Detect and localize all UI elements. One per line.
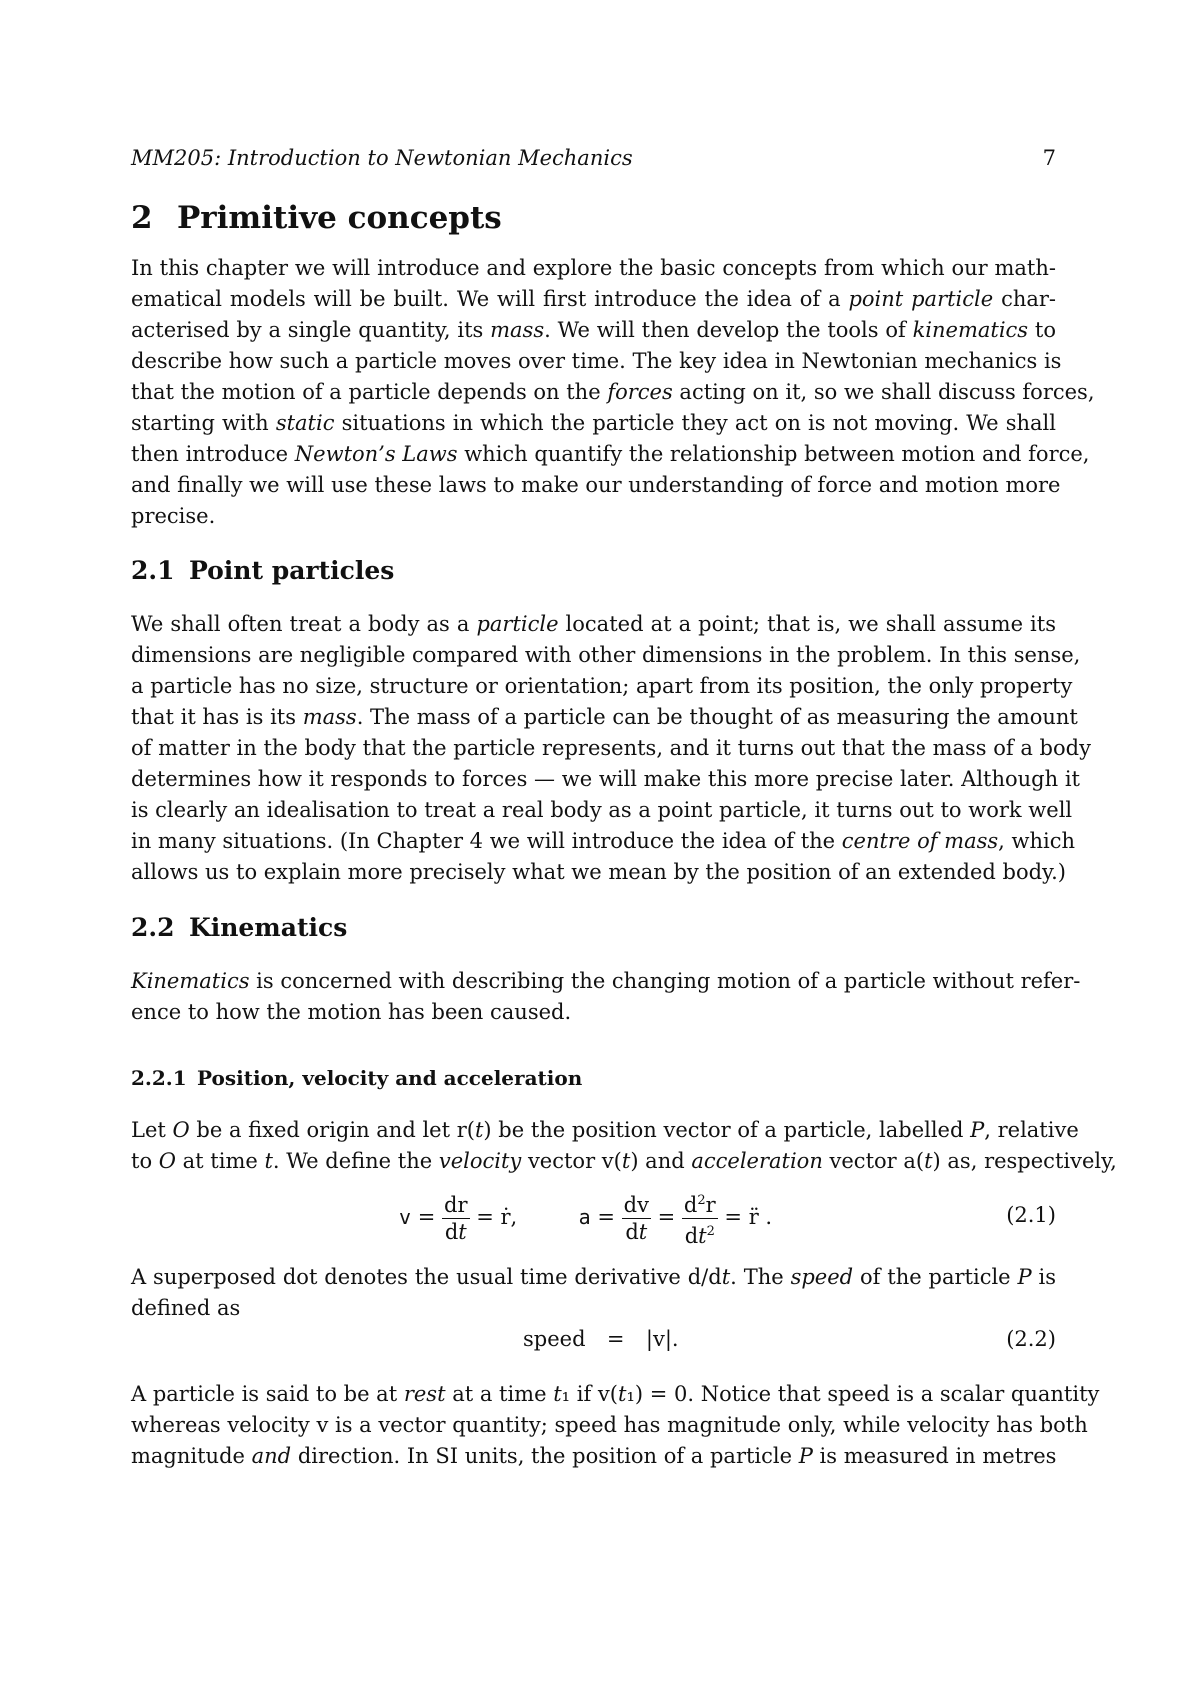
header-title: MM205: Introduction to Newtonian Mechanics: [131, 146, 633, 170]
eq-equals: =: [597, 1205, 615, 1229]
text-line: then introduce Newton’s Laws which quantify the relationship between motion and force,: [131, 442, 1090, 466]
section-title: Point particles: [189, 556, 395, 585]
eq-equals: =: [657, 1205, 676, 1229]
section-title: Kinematics: [189, 913, 348, 942]
text-line: whereas velocity v is a vector quantity; speed has magnitude only, while velocity has both: [131, 1413, 1088, 1437]
text-line: and finally we will use these laws to make our understanding of force and motion more: [131, 473, 1061, 497]
fraction-denominator: dt: [444, 1220, 467, 1244]
text-line: In this chapter we will introduce and explore the basic concepts from which our math-: [131, 256, 1056, 280]
eq-speed-label: speed: [523, 1327, 586, 1351]
fraction-numerator: $d^2r$: [682, 1188, 718, 1219]
text-line: is clearly an idealisation to treat a real body as a point particle, it turns out to work well: [131, 798, 1073, 822]
text-line: A superposed dot denotes the usual time derivative d/dt. The speed of the particle P is: [131, 1265, 1056, 1289]
text-line: Kinematics is concerned with describing the changing motion of a particle without refer-: [131, 969, 1081, 993]
eq-equals: =: [606, 1327, 625, 1351]
chapter-number: 2: [131, 200, 153, 236]
fraction-dr-dt: [442, 1192, 469, 1245]
subsection-title: Position, velocity and acceleration: [197, 1066, 583, 1090]
equation-body: [399, 1188, 772, 1249]
subsection-number: 2.2.1: [131, 1066, 187, 1090]
section-heading-2-2: [131, 913, 347, 942]
text-line: ence to how the motion has been caused.: [131, 1000, 572, 1024]
text-line: We shall often treat a body as a particle located at a point; that is, we shall assume its: [131, 612, 1056, 636]
running-header: [131, 146, 1056, 178]
eq-acceleration-symbol: a: [578, 1205, 591, 1229]
eq-r-dot: ṙ,: [500, 1205, 518, 1229]
chapter-intro: [131, 253, 1095, 532]
section-number: 2.2: [131, 913, 175, 942]
subsection-body-b: [131, 1262, 1056, 1324]
text-line: describe how such a particle moves over time. The key idea in Newtonian mechanics is: [131, 349, 1062, 373]
text-line: determines how it responds to forces — we will make this more precise later. Although it: [131, 767, 1080, 791]
text-line: A particle is said to be at rest at a time t₁ if v(t₁) = 0. Notice that speed is a scalar quantity: [131, 1382, 1100, 1406]
eq-speed-rhs: |v|.: [645, 1327, 679, 1351]
subsection-body-c: [131, 1379, 1100, 1472]
eq-r-ddot: r̈ .: [748, 1205, 773, 1229]
subsection-body-a: [131, 1115, 1117, 1177]
fraction-numerator: dv: [623, 1193, 649, 1217]
fraction-denominator: dt: [625, 1220, 648, 1244]
section-2-2-body: [131, 966, 1081, 1028]
equation-body: [523, 1324, 679, 1355]
subsection-heading-2-2-1: [131, 1066, 582, 1090]
text-line: a particle has no size, structure or orientation; apart from its position, the only property: [131, 674, 1073, 698]
eq-equals: =: [417, 1205, 436, 1229]
text-line: in many situations. (In Chapter 4 we will introduce the idea of the centre of mass, which: [131, 829, 1076, 853]
text-line: of matter in the body that the particle represents, and it turns out that the mass of a body: [131, 736, 1091, 760]
text-line: defined as: [131, 1296, 241, 1320]
section-number: 2.1: [131, 556, 175, 585]
fraction-d2r-dt2: [682, 1188, 718, 1249]
fraction-dv-dt: [622, 1192, 651, 1245]
eq-equals: =: [476, 1205, 494, 1229]
text-line: that it has is its mass. The mass of a particle can be thought of as measuring the amount: [131, 705, 1078, 729]
eq-equals: =: [724, 1205, 742, 1229]
page-number: 7: [1042, 146, 1056, 170]
text-line: precise.: [131, 504, 216, 528]
chapter-heading: [131, 200, 502, 236]
section-heading-2-1: [131, 556, 394, 585]
text-line: starting with static situations in which the particle they act on is not moving. We shall: [131, 411, 1056, 435]
text-line: that the motion of a particle depends on the forces acting on it, so we shall discuss forces,: [131, 380, 1095, 404]
text-line: acterised by a single quantity, its mass. We will then develop the tools of kinematics to: [131, 318, 1056, 342]
text-line: magnitude and direction. In SI units, the position of a particle P is measured in metres: [131, 1444, 1057, 1468]
equation-2-2: [131, 1324, 1056, 1355]
fraction-numerator: dr: [444, 1193, 468, 1217]
text-line: allows us to explain more precisely what we mean by the position of an extended body.): [131, 860, 1067, 884]
text-line: ematical models will be built. We will first introduce the idea of a point particle char-: [131, 287, 1057, 311]
text-line: to O at time t. We define the velocity vector v(t) and acceleration vector a(t) as, respectively,: [131, 1149, 1117, 1173]
eq-velocity-symbol: v: [399, 1205, 412, 1229]
equation-2-1: [131, 1188, 1056, 1248]
chapter-title: Primitive concepts: [177, 200, 502, 236]
equation-number: (2.2): [1006, 1327, 1056, 1351]
equation-number: (2.1): [1006, 1203, 1056, 1227]
text-line: Let O be a fixed origin and let r(t) be the position vector of a particle, labelled P, relative: [131, 1118, 1079, 1142]
section-2-1-body: [131, 609, 1091, 888]
text-line: dimensions are negligible compared with other dimensions in the problem. In this sense,: [131, 643, 1081, 667]
fraction-denominator: $dt^2$: [684, 1224, 715, 1248]
